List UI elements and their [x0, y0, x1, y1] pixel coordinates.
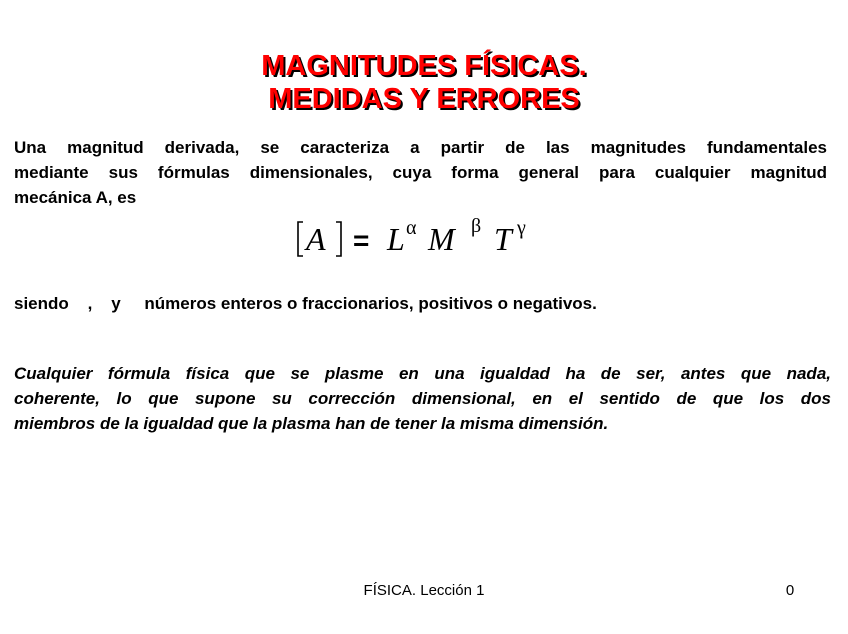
formula-T: T — [494, 221, 512, 257]
exponents-paragraph: siendo , y números enteros o fraccionarios, positivos o negativos. — [14, 294, 597, 313]
footer-lesson: FÍSICA. Lección 1 — [363, 582, 485, 599]
left-bracket — [298, 222, 303, 256]
formula-beta: β — [471, 215, 482, 237]
formula-gamma: γ — [517, 217, 526, 239]
formula-L: L — [387, 221, 405, 257]
coherence-paragraph — [14, 361, 831, 436]
title-line-2: MEDIDAS Y ERRORES — [268, 83, 580, 115]
slide-title — [0, 50, 848, 116]
right-bracket — [336, 222, 341, 256]
formula-M: M — [428, 221, 455, 257]
definition-paragraph — [14, 135, 827, 210]
definition-line-2: mediante sus fórmulas dimensionales, cuya forma general para cualquier magnitud — [14, 163, 827, 182]
dimensional-formula — [290, 210, 570, 260]
definition-line-3: mecánica A, es — [14, 188, 137, 207]
coherence-line-2: coherente, lo que supone su corrección dimensional, en el sentido de que los dos — [14, 389, 831, 408]
formula-lhs: A — [306, 221, 326, 257]
title-line-1: MAGNITUDES FÍSICAS. — [261, 50, 587, 82]
formula-alpha: α — [406, 217, 417, 239]
coherence-line-3: miembros de la igualdad que la plasma han de tener la misma dimensión. — [14, 414, 609, 433]
coherence-line-1: Cualquier fórmula física que se plasme en una igualdad ha de ser, antes que nada, — [14, 364, 831, 383]
formula-equals: = — [353, 225, 370, 256]
page-number: 0 — [785, 582, 795, 599]
definition-line-1: Una magnitud derivada, se caracteriza a partir de las magnitudes fundamentales — [14, 138, 827, 157]
